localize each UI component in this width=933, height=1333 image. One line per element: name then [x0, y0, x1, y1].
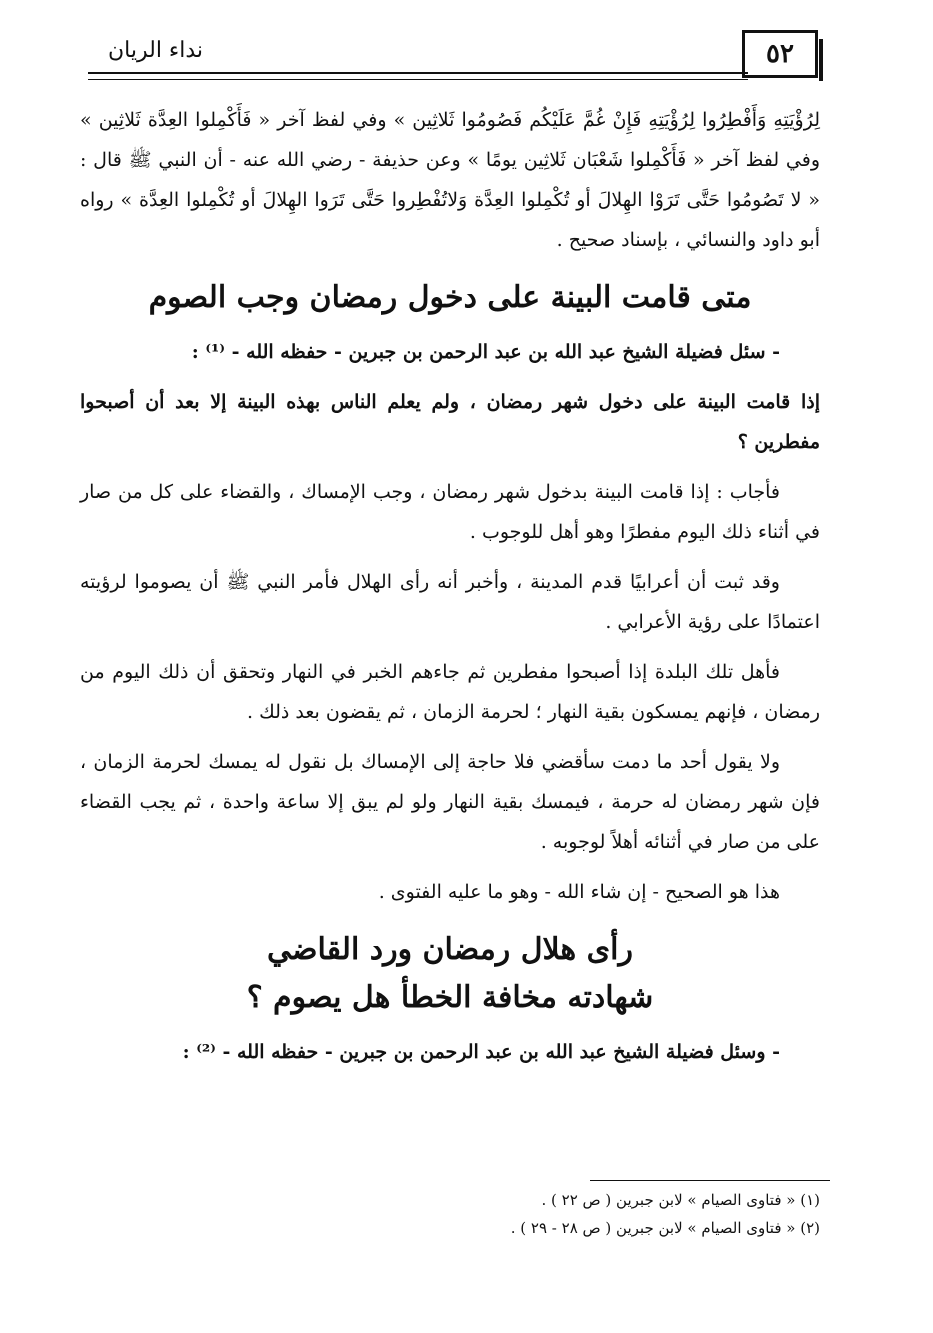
footnote-rule — [590, 1180, 830, 1181]
question-1: إذا قامت البينة على دخول شهر رمضان ، ولم يعلم الناس بهذه البينة إلا بعد أن أصبحوا مفطرين ؟ — [80, 391, 820, 453]
header-rule — [88, 72, 748, 80]
section-heading-1: متى قامت البينة على دخول رمضان وجب الصوم — [148, 280, 752, 315]
footnote-2: (٢) « فتاوى الصيام » لابن جبرين ( ص ٢٨ - ٢٩ ) . — [510, 1219, 820, 1237]
page-body — [80, 100, 820, 1082]
answer-paragraph-2: وقد ثبت أن أعرابيًا قدم المدينة ، وأخبر أنه رأى الهلال فأمر النبي ﷺ أن يصوموا لرؤيته اعتمادًا على رؤية الأعرابي . — [80, 571, 820, 633]
page-header — [88, 26, 828, 78]
section-heading-2-line-1: رأى هلال رمضان ورد القاضي — [267, 932, 633, 967]
hadith-paragraph: لِرُؤْيَتِهِ وَأَفْطِرُوا لِرُؤْيَتِهِ فَإِنْ غُمَّ عَلَيْكُم فَصُومُوا ثَلاثِين » وفي لفظ آخر « فَأَكْمِلوا العِدَّة ثَلاثِين » وفي لفظ آخر « فَأَكْمِلوا شَعْبَان ثَلاثِين يومًا » وعن حذيفة - رضي الله عنه - أن النبي ﷺ قال : « لا تَصُومُوا حَتَّى تَرَوْا الهِلالَ أو تُكْمِلوا العِدَّة وَلاتُفْطِروا حَتَّى تَرَوا الهِلالَ أو تُكْمِلوا العِدَّة » رواه أبو داود والنسائي ، بإسناد صحيح . — [80, 109, 820, 251]
answer-paragraph-1: فأجاب : إذا قامت البينة بدخول شهر رمضان ، وجب الإمساك ، والقضاء على كل من صار في أثناء ذلك اليوم مفطرًا وهو أهل للوجوب . — [80, 481, 820, 543]
question-intro-1: - سئل فضيلة الشيخ عبد الله بن عبد الرحمن بن جبرين - حفظه الله - ⁽¹⁾ : — [191, 341, 780, 363]
running-title: نداء الريان — [108, 38, 204, 63]
answer-paragraph-3: فأهل تلك البلدة إذا أصبحوا مفطرين ثم جاءهم الخبر في النهار وتحقق أن ذلك اليوم من رمضان ، فإنهم يمسكون بقية النهار ؛ لحرمة الزمان ، ثم يقضون بعد ذلك . — [80, 661, 820, 723]
question-intro-2: - وسئل فضيلة الشيخ عبد الله بن عبد الرحمن بن جبرين - حفظه الله - ⁽²⁾ : — [182, 1041, 780, 1063]
page-number: ٥٢ — [742, 30, 818, 78]
section-heading-2-line-2: شهادته مخافة الخطأ هل يصوم ؟ — [246, 980, 654, 1015]
footnotes — [80, 1186, 820, 1242]
answer-paragraph-5: هذا هو الصحيح - إن شاء الله - وهو ما عليه الفتوى . — [378, 881, 780, 903]
answer-paragraph-4: ولا يقول أحد ما دمت سأقضي فلا حاجة إلى الإمساك بل نقول له يمسك لحرمة الزمان ، فإن شهر رمضان له حرمة ، فيمسك بقية النهار ولو لم يبق إلا ساعة واحدة ، ثم يجب القضاء على من صار في أثنائه أهلاً لوجوبه . — [80, 751, 820, 853]
footnote-1: (١) « فتاوى الصيام » لابن جبرين ( ص ٢٢ ) . — [541, 1191, 820, 1209]
